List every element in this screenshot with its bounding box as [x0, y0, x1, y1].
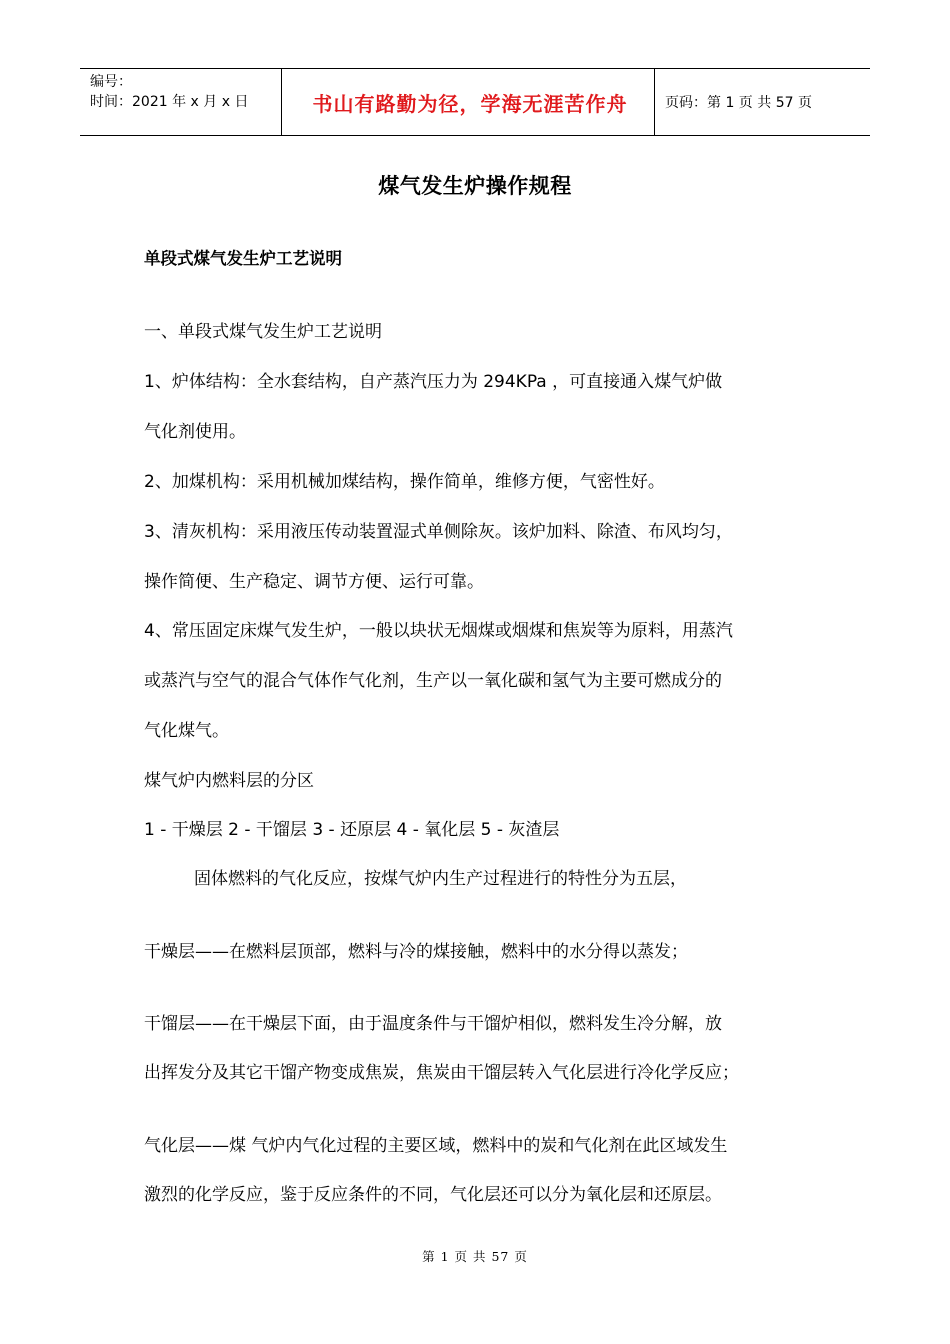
body-line: 气化剂使用。: [144, 422, 246, 442]
body-line: 出挥发分及其它干馏产物变成焦炭，焦炭由干馏层转入气化层进行冷化学反应；: [144, 1063, 739, 1083]
document-header: [80, 68, 870, 136]
body-line: 干燥层——在燃料层顶部，燃料与冷的煤接触，燃料中的水分得以蒸发；: [144, 942, 688, 962]
serial-number: 编号：: [90, 74, 132, 90]
body-line: 一、单段式煤气发生炉工艺说明: [144, 322, 382, 342]
body-line: 2、加煤机构：采用机械加煤结构，操作简单，维修方便，气密性好。: [144, 472, 665, 492]
header-motto: 书山有路勤为径，学海无涯苦作舟: [312, 91, 628, 116]
body-line: 1、炉体结构：全水套结构，自产蒸汽压力为 294KPa ，可直接通入煤气炉做: [144, 372, 723, 392]
header-meta: [90, 72, 248, 112]
header-date: 时间：2021 年 x 月 x 日: [90, 94, 249, 110]
body-line: 固体燃料的气化反应，按煤气炉内生产过程进行的特性分为五层，: [194, 869, 687, 889]
header-page-info: 页码：第 1 页 共 57 页: [665, 95, 812, 111]
body-line: 4、常压固定床煤气发生炉，一般以块状无烟煤或烟煤和焦炭等为原料，用蒸汽: [144, 621, 733, 641]
body-line: 干馏层——在干燥层下面，由于温度条件与干馏炉相似，燃料发生冷分解，放: [144, 1014, 722, 1034]
body-line: 煤气炉内燃料层的分区: [144, 771, 314, 791]
body-line: 激烈的化学反应，鉴于反应条件的不同，气化层还可以分为氧化层和还原层。: [144, 1185, 722, 1205]
header-divider-left: [281, 69, 282, 135]
section-heading: 单段式煤气发生炉工艺说明: [144, 249, 342, 268]
body-line: 气化煤气。: [144, 721, 229, 741]
body-line: 操作简便、生产稳定、调节方便、运行可靠。: [144, 572, 484, 592]
body-line: 或蒸汽与空气的混合气体作气化剂，生产以一氧化碳和氢气为主要可燃成分的: [144, 671, 722, 691]
body-line: 气化层——煤 气炉内气化过程的主要区域，燃料中的炭和气化剂在此区域发生: [144, 1136, 728, 1156]
body-line: 3、清灰机构：采用液压传动装置湿式单侧除灰。该炉加料、除渣、布风均匀，: [144, 522, 733, 542]
page-footer: 第 1 页 共 57 页: [422, 1249, 528, 1264]
body-line: 1 - 干燥层 2 - 干馏层 3 - 还原层 4 - 氧化层 5 - 灰渣层: [144, 820, 560, 840]
document-title: 煤气发生炉操作规程: [378, 174, 572, 198]
header-divider-right: [654, 69, 655, 135]
